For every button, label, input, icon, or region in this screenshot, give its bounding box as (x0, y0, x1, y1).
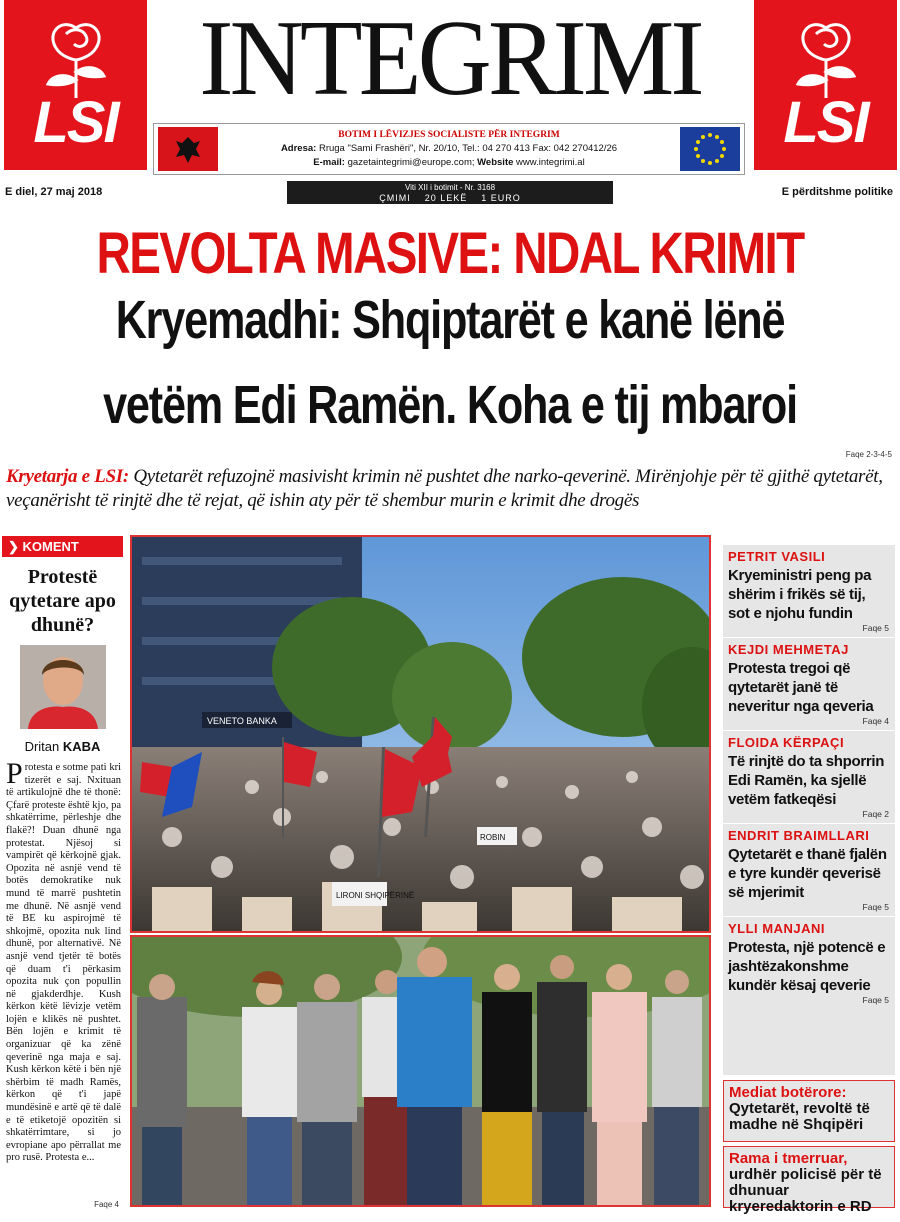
comment-column (0, 530, 125, 1215)
sidebar-headline: Protesta, një potencë e jashtëzakonshme kundër kësaj qeverie (728, 939, 886, 994)
sidebar-author: KEJDI MEHMETAJ (728, 642, 849, 657)
comment-label-text: KOMENT (22, 539, 79, 554)
price-bar (287, 181, 613, 204)
sidebar-item (723, 828, 895, 912)
price-lek: 20 LEKË (424, 193, 468, 203)
headline-line-1: Kryemadhi: Shqiptarët e kanë lënë (115, 290, 785, 350)
masthead-title: INTEGRIMI (199, 0, 701, 118)
sidebar-headline: Qytetarët e thanë fjalën e tyre kundër qeverisë së mjerimit (728, 846, 887, 901)
volume-number: Viti XII i botimit - Nr. 3168 (404, 183, 496, 192)
author-name (0, 739, 125, 754)
headline-line-2: vetëm Edi Ramën. Koha e tij mbaroi (103, 375, 797, 435)
price-euro: 1 EURO (481, 193, 521, 203)
sidebar-page: Faqe 2 (862, 809, 889, 819)
rose-icon (782, 10, 870, 100)
drop-cap: P (6, 757, 23, 790)
rose-icon (32, 10, 120, 100)
sidebar-author: ENDRIT BRAIMLLARI (728, 828, 870, 843)
website: www.integrimi.al (516, 157, 585, 168)
protest-photo-top (130, 535, 711, 933)
issue-date: E diel, 27 maj 2018 (5, 186, 103, 198)
comment-text: rotesta e sotme pati kri tizerët e saj. Nxituan të artikulojnë dhe të thonë: Çfarë proteste është kjo, pa shkatërrime, përleshje dhe flakë?! Duan dhunë nga protestat. Njësoj si vampirët që kërkojnë gjak. Opozita në asnjë vend të botës demokratike nuk mund të marrë pushtetin me dhunë. Në asnjë vend të BE ku aspirojmë të shkojmë, opozita nuk lind dhunë, por alternativë. Në asnjë vend tjetër të botës që duam t'i përkasim opozita nuk çon popullin në gjakderdhje. Kush kërkon këtë lëvizje vetëm lojën e klikës në pushtet. Bën lojën e krimit të organizuar që ka zënë qeverinë nga maja e saj. Kush kërkon këtë i bën një shërbim të madh Ramës, kërkon që t'i japë mundësinë e artë që të dalë e të etiketojë opozitën si shkatërrimtare, si jo evropiane apo përrallat me pro rusë. Protesta e... (6, 762, 121, 1164)
email: gazetaintegrimi@europe.com; (347, 157, 475, 168)
comment-body (0, 754, 125, 1222)
lsi-logo-right (754, 0, 897, 170)
eu-flag-icon (680, 127, 740, 171)
sidebar-author: PETRIT VASILI (728, 549, 826, 564)
news-box-2 (723, 1146, 895, 1215)
subheadline-text: Qytetarët refuzojnë masivisht krimin në pushtet dhe narko-qeverinë. Mirënjohje për të gjithë qytetarët, veçanërisht të rinjtë dhe të rejat, që ishin aty për të shembur murin e krimit dhe drogës (6, 466, 883, 511)
albania-flag-icon (158, 127, 218, 171)
opinion-sidebar (723, 545, 895, 1075)
sidebar-page: Faqe 5 (862, 995, 889, 1005)
website-label: Website (477, 157, 514, 168)
tagline: BOTIM I LËVIZJES SOCIALISTE PËR INTEGRIM (338, 130, 560, 140)
sidebar-item (723, 642, 895, 726)
logo-text: LSI (783, 90, 868, 155)
sidebar-author: FLOIDA KËRPAÇI (728, 735, 845, 750)
author-photo (20, 645, 106, 729)
main-headline: REVOLTA MASIVE: NDAL KRIMIT (96, 221, 804, 286)
box-text: Qytetarët, revoltë të madhe në Shqipëri (729, 1100, 870, 1133)
sidebar-item (723, 921, 895, 1005)
address-label: Adresa: (280, 143, 317, 154)
chevron-right-icon: ❯ (8, 539, 19, 554)
sidebar-headline: Protesta tregoi që qytetarët janë të neveritur nga qeveria (728, 660, 874, 715)
subheadline-label: Kryetarja e LSI: (6, 466, 129, 487)
info-text (220, 128, 678, 170)
comment-label (2, 536, 123, 557)
daily-label: E përditshme politike (781, 186, 893, 198)
sidebar-page: Faqe 4 (862, 716, 889, 726)
author-first: Dritan (24, 739, 60, 754)
box-red-text: Mediat botërore: (729, 1084, 847, 1101)
price-label: ÇMIMI (379, 193, 411, 203)
sidebar-page: Faqe 5 (862, 623, 889, 633)
sidebar-headline: Të rinjtë do ta shporrin Edi Ramën, ka sjellë vetëm fatkeqësi (728, 753, 885, 808)
email-label: E-mail: (313, 157, 345, 168)
news-box-1 (723, 1080, 895, 1142)
comment-title: Protestë qytetare apo dhunë? (9, 566, 116, 636)
sidebar-item (723, 549, 895, 633)
subheadline (6, 465, 896, 513)
comment-page: Faqe 4 (94, 1200, 119, 1209)
box-red-text: Rama i tmerruar, (729, 1150, 848, 1167)
info-bar (153, 123, 745, 175)
logo-text: LSI (33, 90, 118, 155)
protest-photo-bottom (130, 935, 711, 1207)
protest-sign: LIRONI SHQIPËRINË (336, 891, 415, 900)
sidebar-headline: Kryeministri peng pa shërim i frikës së tij, sot e njohu fundin (728, 567, 872, 622)
lsi-logo-left (4, 0, 147, 170)
box-text: urdhër policisë për të dhunuar kryeredaktorin e RD (729, 1166, 882, 1215)
address: Rruga "Sami Frashëri", Nr. 20/10, Tel.: 04 270 413 Fax: 042 270412/26 (318, 143, 618, 154)
bank-sign: VENETO BANKA (207, 716, 277, 726)
sidebar-page: Faqe 5 (862, 902, 889, 912)
protest-sign-2: ROBIN (480, 833, 506, 842)
sidebar-item (723, 735, 895, 819)
sidebar-author: YLLI MANJANI (728, 921, 825, 936)
headline-pages: Faqe 2-3-4-5 (845, 450, 892, 459)
author-last: KABA (62, 739, 101, 754)
